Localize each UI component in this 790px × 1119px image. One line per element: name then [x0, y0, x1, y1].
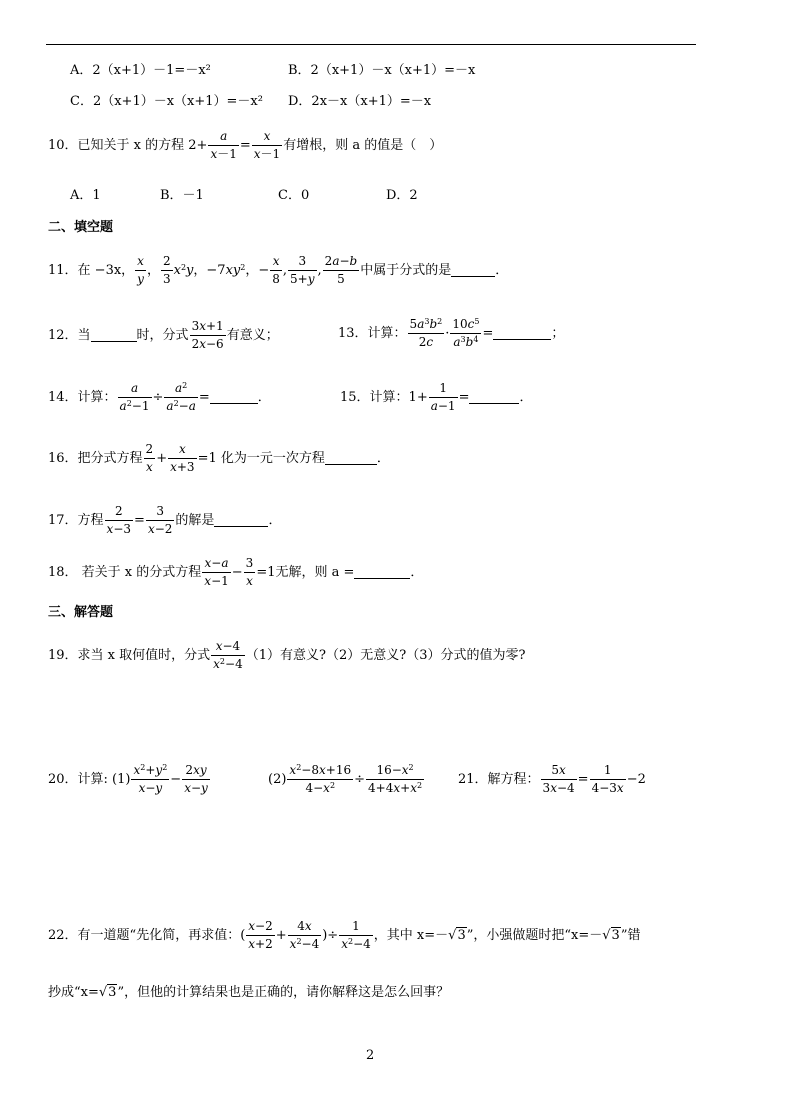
q22-middle: ，其中 x=－ [373, 928, 449, 943]
fraction: $\frac{2a-b}{5}$ [324, 254, 358, 286]
fraction: $\frac{3}{5+y}$ [290, 254, 315, 286]
question-12 [48, 320, 279, 351]
fraction: $\frac{2}{x}$ [145, 442, 154, 474]
q12-prefix: 12．当 [48, 328, 91, 343]
fraction: $\frac{x}{x-1}$ [253, 129, 281, 161]
question-16: 16．把分式方程 $\frac{2}{x}$ + $\frac{x}{x+3}$ =1 化为一元一次方程 ． [48, 442, 390, 474]
question-20: 20．计算: (1) $\frac{x^2+y^2}{x-y}$ − $\frac{2xy}{x-y}$ [48, 763, 208, 795]
answer-blank[interactable] [325, 452, 377, 465]
q20-part2: (2) [268, 772, 287, 787]
q19-prefix: 19．求当 x 取何值时，分式 [48, 648, 211, 663]
fraction: $\frac{16-x^2}{4+4x+x^2}$ [368, 763, 423, 795]
q19-suffix: （1）有意义?（2）无意义?（3）分式的值为零? [245, 648, 526, 663]
answer-blank[interactable] [354, 566, 410, 579]
section-title: 二、填空题 [48, 220, 114, 235]
fraction: $\frac{a^2}{a^2-a}$ [166, 381, 196, 413]
fraction: $\frac{3}{x}$ [245, 556, 254, 588]
q13-prefix: 13．计算： [338, 326, 407, 341]
q10-option-d: D．2 [386, 188, 418, 203]
q12-suffix: 有意义； [226, 328, 279, 343]
fraction: $\frac{a}{x-1}$ [210, 129, 237, 161]
fraction: $\frac{3x+1}{2x-6}$ [191, 319, 224, 351]
q16-prefix: 16．把分式方程 [48, 451, 143, 466]
q22-middle2: ”，小强做题时把“x=－ [466, 928, 603, 943]
answer-blank[interactable] [214, 514, 268, 527]
question-19 [48, 640, 525, 671]
q18-prefix: 18． 若关于 x 的分式方程 [48, 565, 202, 580]
q14-prefix: 14．计算： [48, 390, 117, 405]
q17-prefix: 17．方程 [48, 513, 104, 528]
fraction: $\frac{1}{a-1}$ [430, 381, 456, 413]
q18-middle: =1无解，则 a = [256, 565, 355, 580]
q10-option-c: C．0 [278, 188, 310, 203]
question-20-part-2: (2) $\frac{x^2-8x+16}{4-x^2}$ ÷ $\frac{16-x^2}{4+4x+x^2}$ [268, 763, 423, 795]
fraction: $\frac{x}{8}$ [272, 254, 280, 286]
question-13: 13．计算： $\frac{5a^3b^2}{2c}$ · $\frac{10c^5}{a^3b^4}$ = ； [338, 317, 565, 349]
q10-suffix: 有增根，则 a 的值是（ ） [283, 138, 443, 153]
q20-prefix: 20．计算: (1) [48, 772, 131, 787]
fraction: $\frac{10c^5}{a^3b^4}$ [452, 317, 480, 349]
q22-line2-suffix: ”，但他的计算结果也是正确的，请你解释这是怎么回事？ [117, 985, 450, 1000]
header-rule [46, 44, 696, 45]
q15-prefix: 15．计算：1+ [340, 390, 428, 405]
q11-prefix: 11．在 −3x， [48, 263, 135, 278]
fraction: $\frac{5a^3b^2}{2c}$ [409, 317, 443, 349]
q12-middle: 时，分式 [136, 328, 189, 343]
q17-suffix: 的解是 [175, 513, 215, 528]
fraction: $\frac{2xy}{x-y}$ [184, 763, 208, 795]
fraction: $\frac{1}{4-3x}$ [591, 763, 624, 795]
fraction: $\frac{x-2}{x+2}$ [248, 919, 273, 951]
fraction: $\frac{x^2-8x+16}{4-x^2}$ [289, 763, 352, 795]
fraction: $\frac{a}{a^2-1}$ [119, 381, 150, 413]
question-21: 21．解方程： $\frac{5x}{3x-4}$ = $\frac{1}{4-3x}$ −2 [458, 763, 646, 795]
question-22: 22．有一道题“先化简，再求值：( $\frac{x-2}{x+2}$ + $\frac{4x}{x^2-4}$ )÷ $\frac{1}{x^2-4}$ ，其中 x=－ √3 ”，小强做题时把“x=－ √3 ”错 [48, 919, 641, 951]
q9-option-a: A．2（x+1）－1=－x² [70, 63, 211, 78]
page-number: 2 [366, 1048, 375, 1063]
q22-line2-prefix: 抄成“x= [48, 985, 99, 1000]
fraction: $\frac{4x}{x^2-4}$ [289, 919, 320, 951]
answer-blank[interactable] [210, 391, 258, 404]
q11-suffix: 中属于分式的是 [360, 263, 452, 278]
section-title: 三、解答题 [48, 605, 114, 620]
fraction: $\frac{5x}{3x-4}$ [542, 763, 575, 795]
q16-suffix: =1 化为一元一次方程 [197, 451, 325, 466]
answer-blank[interactable] [469, 391, 519, 404]
answer-blank[interactable] [493, 327, 551, 340]
fraction: $\frac{x-a}{x-1}$ [204, 556, 229, 588]
q10-prefix: 10．已知关于 x 的方程 2+ [48, 138, 208, 153]
q22-prefix: 22．有一道题“先化简，再求值：( [48, 928, 246, 943]
q21-prefix: 21．解方程： [458, 772, 540, 787]
q22-suffix: ”错 [620, 928, 641, 943]
question-14: 14．计算： $\frac{a}{a^2-1}$ ÷ $\frac{a^2}{a^2-a}$ = ． [48, 381, 271, 413]
question-15: 15．计算：1+ $\frac{1}{a-1}$ = ． [340, 381, 533, 413]
fraction: $\frac{x^2+y^2}{x-y}$ [133, 763, 168, 795]
q9-option-c: C．2（x+1）－x（x+1）=－x² [70, 94, 263, 109]
fraction: $\frac{x}{y}$ [137, 254, 144, 286]
answer-blank[interactable] [451, 264, 495, 277]
q10-option-b: B．－1 [160, 188, 204, 203]
question-17: 17．方程 $\frac{2}{x-3}$ = $\frac{3}{x-2}$ 的解是 ． [48, 504, 282, 536]
q9-option-d: D．2x－x（x+1）=－x [288, 94, 432, 109]
fraction: $\frac{x-4}{x^2-4}$ [213, 639, 243, 671]
question-22-line-2: 抄成“x= √3 ”，但他的计算结果也是正确的，请你解释这是怎么回事？ [48, 985, 450, 1000]
fraction: $\frac{2}{3}$ [162, 254, 171, 286]
question-10: 10．已知关于 x 的方程 2+ $\frac{a}{x-1}$ = $\frac{x}{x-1}$ 有增根，则 a 的值是（ ） [48, 129, 443, 161]
question-18: 18． 若关于 x 的分式方程 $\frac{x-a}{x-1}$ − $\frac{3}{x}$ =1无解，则 a = ． [48, 556, 424, 588]
answer-blank[interactable] [91, 329, 137, 342]
q10-option-a: A．1 [70, 188, 101, 203]
fraction: $\frac{2}{x-3}$ [106, 504, 132, 536]
fraction: $\frac{x}{x+3}$ [170, 442, 195, 474]
fraction: $\frac{1}{x^2-4}$ [341, 919, 371, 951]
fraction: $\frac{3}{x-2}$ [147, 504, 173, 536]
question-11: 11．在 −3x， $\frac{x}{y}$ ， $\frac{2}{3}$ $x^2y$，$-7xy^2$，− $\frac{x}{8}$ , $\frac{3}{5+y}$ , $\frac{2a-b}{5}$ 中属于分式的是 ． [48, 254, 509, 286]
q9-option-b: B．2（x+1）－x（x+1）=－x [288, 63, 476, 78]
